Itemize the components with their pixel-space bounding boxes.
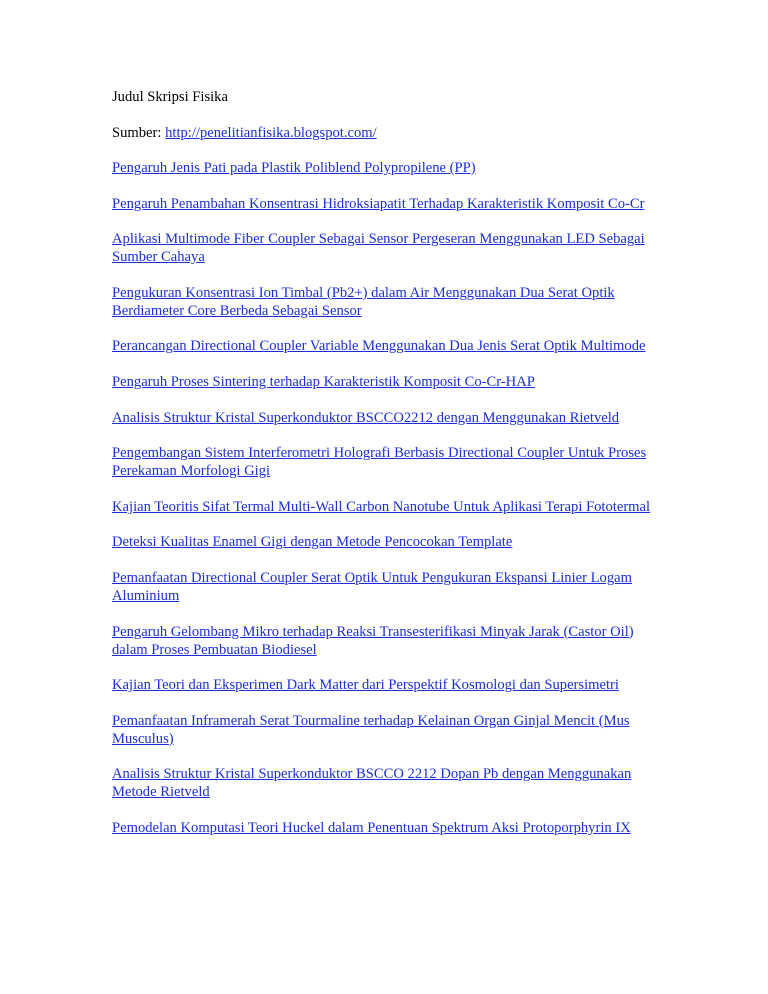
list-item [112, 819, 660, 837]
source-line [112, 124, 660, 142]
thesis-link[interactable]: Kajian Teori dan Eksperimen Dark Matter dari Perspektif Kosmologi dan Supersimetri [112, 677, 619, 694]
thesis-link[interactable]: Pengaruh Proses Sintering terhadap Karakteristik Komposit Co-Cr-HAP [112, 373, 535, 390]
thesis-link[interactable]: Analisis Struktur Kristal Superkonduktor BSCCO2212 dengan Menggunakan Rietveld [112, 409, 620, 426]
thesis-link[interactable]: Pemodelan Komputasi Teori Huckel dalam Penentuan Spektrum Aksi Protoporphyrin IX [112, 819, 631, 836]
document-title: Judul Skripsi Fisika [112, 89, 228, 105]
thesis-link[interactable]: Pengukuran Konsentrasi Ion Timbal (Pb2+) dalam Air Menggunakan Dua Serat Optik Berdiameter Core Berbeda Sebagai Sensor [112, 284, 615, 319]
thesis-link[interactable]: Pemanfaatan Inframerah Serat Tourmaline terhadap Kelainan Organ Ginjal Mencit (Mus Musculus) [112, 712, 630, 747]
thesis-link[interactable]: Kajian Teoritis Sifat Termal Multi-Wall Carbon Nanotube Untuk Aplikasi Terapi Fototermal [112, 498, 651, 515]
list-item [112, 409, 660, 427]
thesis-link[interactable]: Perancangan Directional Coupler Variable Menggunakan Dua Jenis Serat Optik Multimode [112, 338, 646, 355]
list-item [112, 284, 660, 320]
document-page [112, 88, 660, 855]
list-item [112, 159, 660, 177]
list-item [112, 623, 660, 659]
list-item [112, 337, 660, 355]
source-link[interactable]: http://penelitianfisika.blogspot.com/ [165, 125, 377, 141]
thesis-link[interactable]: Analisis Struktur Kristal Superkonduktor BSCCO 2212 Dopan Pb dengan Menggunakan Metode Rietveld [112, 766, 632, 801]
thesis-link[interactable]: Aplikasi Multimode Fiber Coupler Sebagai Sensor Pergeseran Menggunakan LED Sebagai Sumber Cahaya [112, 231, 645, 266]
list-item [112, 373, 660, 391]
list-item [112, 676, 660, 694]
thesis-link[interactable]: Deteksi Kualitas Enamel Gigi dengan Metode Pencocokan Template [112, 534, 513, 551]
thesis-link[interactable]: Pengaruh Gelombang Mikro terhadap Reaksi Transesterifikasi Minyak Jarak (Castor Oil) dalam Proses Pembuatan Biodiesel [112, 623, 634, 658]
list-item [112, 230, 660, 266]
list-item [112, 195, 660, 213]
list-item [112, 765, 660, 801]
list-item [112, 444, 660, 480]
thesis-link[interactable]: Pengaruh Jenis Pati pada Plastik Poliblend Polypropilene (PP) [112, 160, 476, 176]
list-item [112, 498, 660, 516]
thesis-link[interactable]: Pengaruh Penambahan Konsentrasi Hidroksiapatit Terhadap Karakteristik Komposit Co-Cr [112, 195, 645, 212]
source-label: Sumber: [112, 125, 166, 141]
list-item [112, 712, 660, 748]
thesis-link[interactable]: Pemanfaatan Directional Coupler Serat Optik Untuk Pengukuran Ekspansi Linier Logam Aluminium [112, 569, 632, 604]
list-item [112, 569, 660, 605]
thesis-list [112, 159, 660, 837]
list-item [112, 533, 660, 551]
thesis-link[interactable]: Pengembangan Sistem Interferometri Holografi Berbasis Directional Coupler Untuk Proses Perekaman Morfologi Gigi [112, 445, 647, 480]
